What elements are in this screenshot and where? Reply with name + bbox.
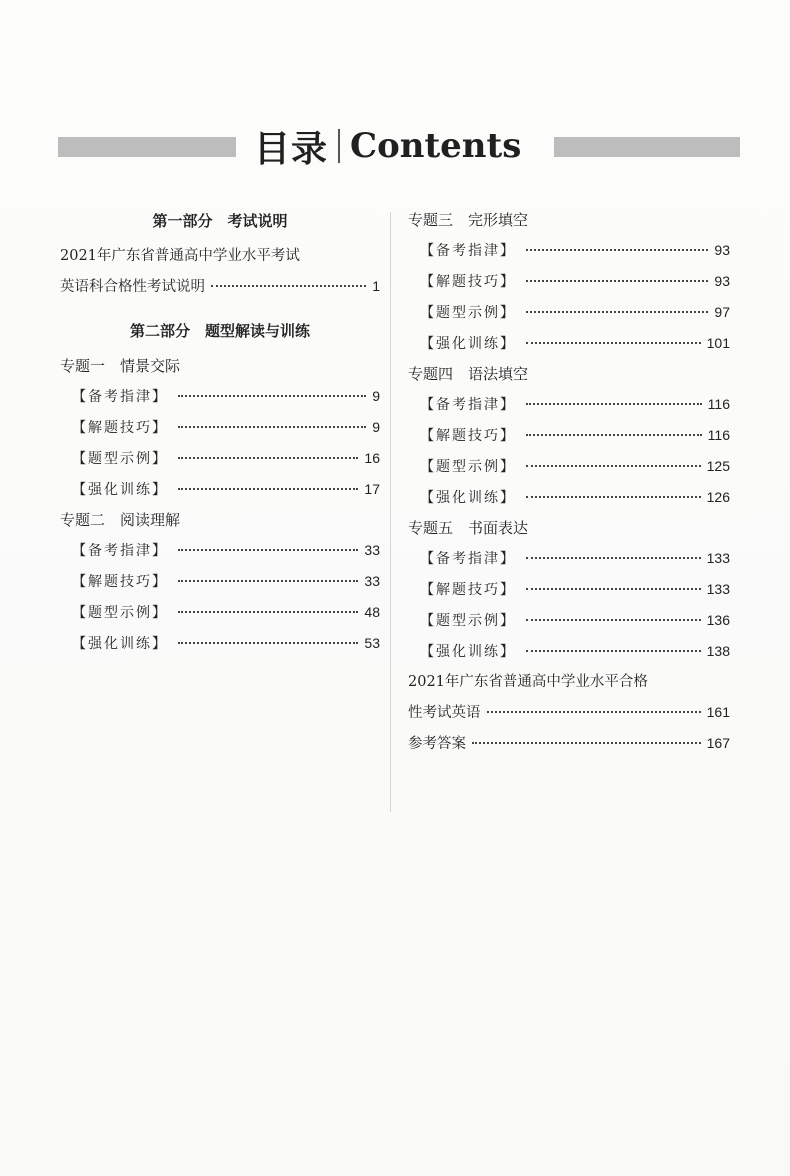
page-number: 9 xyxy=(372,419,380,435)
dot-leader xyxy=(178,642,358,644)
header-title xyxy=(254,120,521,172)
dot-leader xyxy=(526,465,701,467)
part2-title: 第二部分 题型解读与训练 xyxy=(129,322,310,340)
dot-leader xyxy=(526,434,702,436)
dot-leader xyxy=(211,285,366,287)
page-number: 116 xyxy=(707,396,730,412)
page-number: 93 xyxy=(714,273,730,289)
item-label: 【题型示例】 xyxy=(420,459,516,475)
page-number: 126 xyxy=(706,489,730,505)
title-separator xyxy=(338,129,340,163)
item-label: 【备考指津】 xyxy=(420,397,516,413)
dot-leader xyxy=(526,619,701,621)
page-number: 93 xyxy=(714,242,730,258)
item-label: 【解题技巧】 xyxy=(72,574,168,590)
dot-leader xyxy=(178,549,358,551)
page-number: 33 xyxy=(364,573,380,589)
part1-entry-line2: 英语科合格性考试说明 xyxy=(60,279,205,295)
exam-entry-line1: 2021年广东省普通高中学业水平合格 xyxy=(408,674,648,690)
toc-item[interactable] xyxy=(60,412,380,443)
toc-item[interactable] xyxy=(60,443,380,474)
toc-item[interactable] xyxy=(408,451,730,482)
toc-left-column xyxy=(60,210,380,659)
title-chinese: 目录 xyxy=(254,128,329,170)
topic5-title[interactable]: 专题五 书面表达 xyxy=(408,519,529,537)
toc-item[interactable] xyxy=(60,628,380,659)
dot-leader xyxy=(526,280,708,282)
toc-item[interactable] xyxy=(408,266,730,297)
toc-item[interactable] xyxy=(408,636,730,667)
item-label: 【强化训练】 xyxy=(420,644,516,660)
item-label: 【强化训练】 xyxy=(72,636,168,652)
toc-item[interactable] xyxy=(408,297,730,328)
dot-leader xyxy=(526,403,702,405)
item-label: 【题型示例】 xyxy=(72,605,168,621)
item-label: 【强化训练】 xyxy=(420,336,516,352)
dot-leader xyxy=(178,426,366,428)
toc-item[interactable] xyxy=(408,482,730,513)
dot-leader xyxy=(526,588,701,590)
dot-leader xyxy=(487,711,701,713)
dot-leader xyxy=(472,742,701,744)
answers-label: 参考答案 xyxy=(408,736,466,752)
exam-entry-line2: 性考试英语 xyxy=(408,705,481,721)
topic3-title[interactable]: 专题三 完形填空 xyxy=(408,211,529,229)
item-label: 【解题技巧】 xyxy=(420,274,516,290)
page-number: 9 xyxy=(372,388,380,404)
page-number: 53 xyxy=(364,635,380,651)
item-label: 【备考指津】 xyxy=(420,243,516,259)
page-number: 101 xyxy=(706,335,730,351)
header-bar-left xyxy=(58,137,236,157)
toc-item[interactable] xyxy=(60,535,380,566)
toc-item[interactable] xyxy=(408,235,730,266)
item-label: 【解题技巧】 xyxy=(420,428,516,444)
toc-item[interactable] xyxy=(408,543,730,574)
page-number: 125 xyxy=(706,458,730,474)
dot-leader xyxy=(178,488,358,490)
title-english: Contents xyxy=(350,126,522,166)
page-number: 1 xyxy=(372,278,380,294)
toc-item[interactable] xyxy=(408,605,730,636)
item-label: 【题型示例】 xyxy=(420,613,516,629)
dot-leader xyxy=(526,557,701,559)
dot-leader xyxy=(526,650,701,652)
item-label: 【强化训练】 xyxy=(72,482,168,498)
page-number: 116 xyxy=(707,427,730,443)
toc-item[interactable] xyxy=(408,574,730,605)
item-label: 【备考指津】 xyxy=(72,389,168,405)
toc-item[interactable] xyxy=(60,566,380,597)
dot-leader xyxy=(178,395,366,397)
part1-entry-line1: 2021年广东省普通高中学业水平考试 xyxy=(60,248,300,264)
item-label: 【解题技巧】 xyxy=(72,420,168,436)
toc-item[interactable] xyxy=(408,389,730,420)
toc-right-column xyxy=(408,205,730,759)
item-label: 【题型示例】 xyxy=(72,451,168,467)
toc-item[interactable] xyxy=(408,420,730,451)
dot-leader xyxy=(526,496,701,498)
page-number: 33 xyxy=(364,542,380,558)
page-number: 133 xyxy=(706,581,730,597)
part1-entry[interactable] xyxy=(60,241,380,302)
topic4-title[interactable]: 专题四 语法填空 xyxy=(408,365,529,383)
toc-item[interactable] xyxy=(408,328,730,359)
toc-item[interactable] xyxy=(60,474,380,505)
dot-leader xyxy=(178,580,358,582)
item-label: 【备考指津】 xyxy=(72,543,168,559)
item-label: 【解题技巧】 xyxy=(420,582,516,598)
toc-item[interactable] xyxy=(60,381,380,412)
item-label: 【题型示例】 xyxy=(420,305,516,321)
contents-header xyxy=(58,120,740,172)
page-number: 133 xyxy=(706,550,730,566)
toc-item[interactable] xyxy=(60,597,380,628)
topic1-title[interactable]: 专题一 情景交际 xyxy=(60,357,181,375)
page-number: 48 xyxy=(364,604,380,620)
dot-leader xyxy=(526,311,708,313)
page-number: 16 xyxy=(364,450,380,466)
page-number: 97 xyxy=(714,304,730,320)
column-divider xyxy=(390,212,391,812)
page-number: 17 xyxy=(364,481,380,497)
item-label: 【备考指津】 xyxy=(420,551,516,567)
page-number: 136 xyxy=(706,612,730,628)
part1-title: 第一部分 考试说明 xyxy=(152,212,288,230)
item-label: 【强化训练】 xyxy=(420,490,516,506)
page-number: 167 xyxy=(706,735,730,751)
dot-leader xyxy=(178,611,358,613)
exam-entry[interactable] xyxy=(408,667,730,728)
dot-leader xyxy=(526,249,708,251)
dot-leader xyxy=(526,342,701,344)
header-bar-right xyxy=(554,137,740,157)
topic2-title[interactable]: 专题二 阅读理解 xyxy=(60,511,181,529)
answers-entry[interactable] xyxy=(408,728,730,759)
page-number: 161 xyxy=(706,704,730,720)
page-number: 138 xyxy=(706,643,730,659)
dot-leader xyxy=(178,457,358,459)
